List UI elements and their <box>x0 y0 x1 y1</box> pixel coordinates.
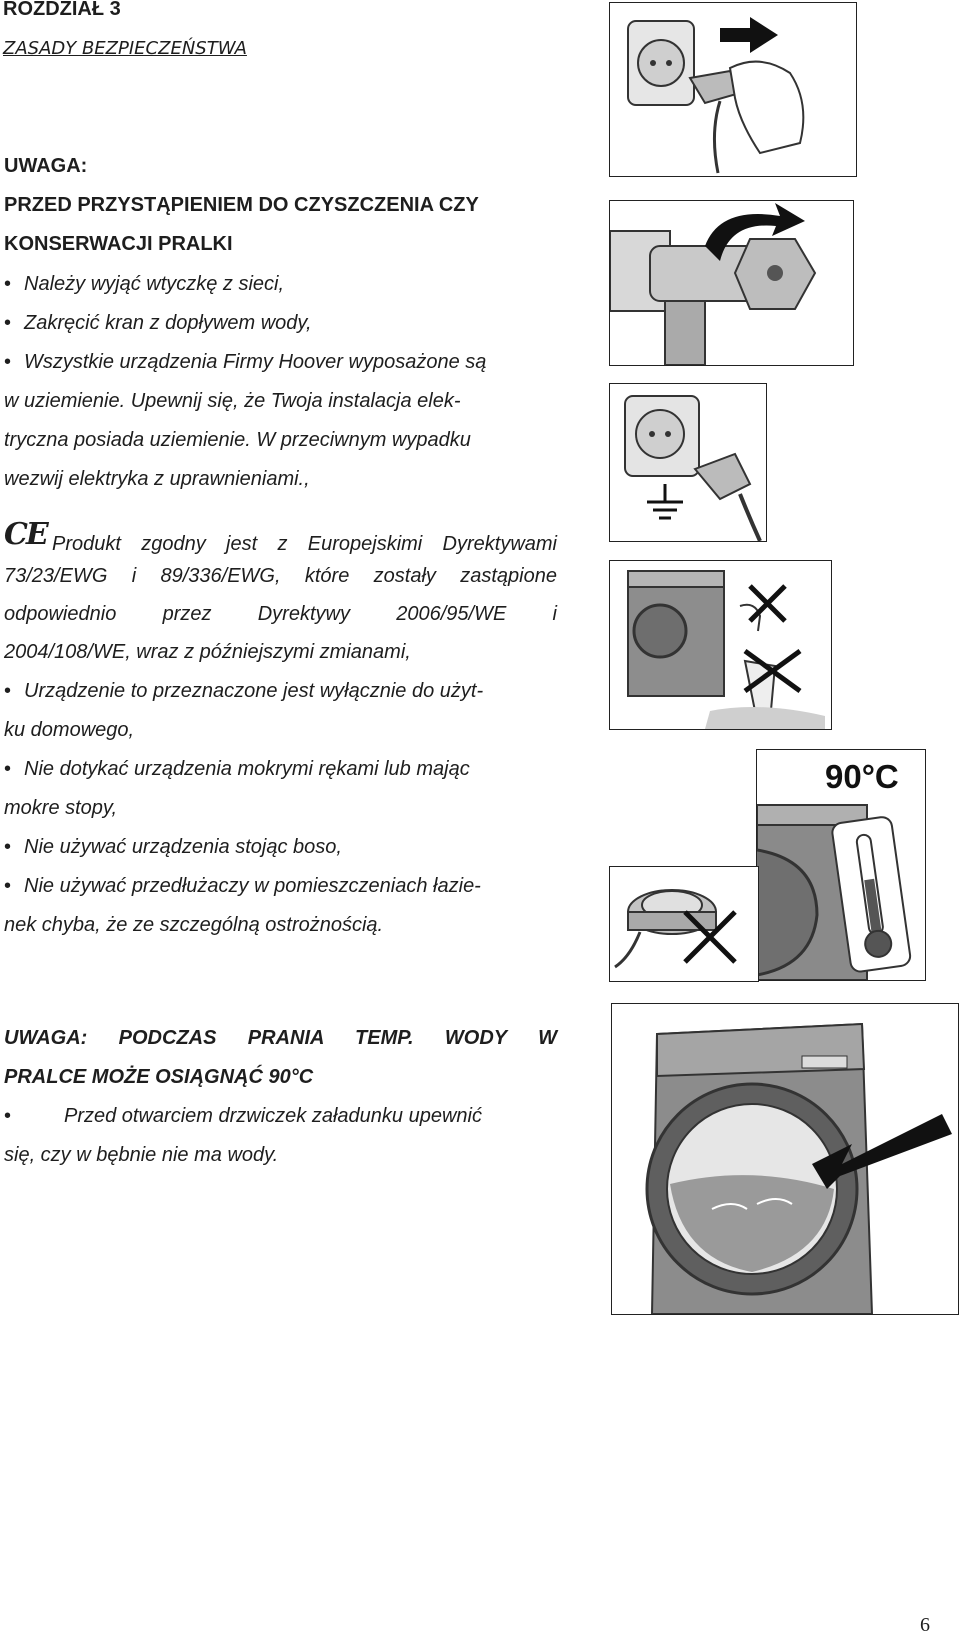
chapter-title: ROZDZIAŁ 3 <box>3 0 121 20</box>
grounding-text-line1: w uziemienie. Upewnij się, że Twoja instalacja elek- <box>4 390 461 412</box>
temperature-label: 90°C <box>825 758 899 795</box>
list-item-unplug: • Należy wyjąć wtyczkę z sieci, <box>4 264 557 304</box>
list-item-tap: • Zakręcić kran z dopływem wody, <box>4 303 557 343</box>
ce-line4: 2004/108/WE, wraz z późniejszymi zmianami, <box>4 641 411 663</box>
list-item-domestic-use: • Urządzenie to przeznaczone jest wyłącznie do użyt- <box>4 671 557 711</box>
page-number: 6 <box>920 1614 930 1636</box>
warning-heading-line1: PRZED PRZYSTĄPIENIEM DO CZYSZCZENIA CZY <box>4 194 479 216</box>
wet-hands-illustration <box>609 560 832 730</box>
list-item-extension: • Nie używać przedłużaczy w pomieszczeniach łazie- <box>4 866 557 906</box>
list-item-barefoot: • Nie używać urządzenia stojąc boso, <box>4 827 557 867</box>
tap-illustration <box>609 200 854 366</box>
extension-cord-illustration <box>609 866 759 982</box>
ce-line1: CE Produkt zgodny jest z Europejskimi Dyrektywami <box>4 517 557 555</box>
section-subtitle: ZASADY BEZPIECZEŃSTWA <box>3 38 247 59</box>
grounding-text-line3: wezwij elektryka z uprawnieniami., <box>4 468 310 490</box>
list-item-extension-cont: nek chyba, że ze szczególną ostrożnością. <box>4 914 384 936</box>
list-item-domestic-use-cont: ku domowego, <box>4 719 135 741</box>
list-item-grounding: • Wszystkie urządzenia Firmy Hoover wyposażone są <box>4 342 557 382</box>
warning-heading-line2: KONSERWACJI PRALKI <box>4 233 233 255</box>
temperature-illustration <box>756 749 926 981</box>
ce-mark: CE <box>4 517 47 552</box>
warning-label: UWAGA: <box>4 155 88 177</box>
ce-line2: 73/23/EWG i 89/336/EWG, które zostały zastąpione <box>4 565 557 587</box>
temp-warning-line1: UWAGA: PODCZAS PRANIA TEMP. WODY W <box>4 1027 557 1049</box>
ce-line3: odpowiednio przez Dyrektywy 2006/95/WE i <box>4 603 557 625</box>
unplug-illustration <box>609 2 857 177</box>
list-item-wet-hands-cont: mokre stopy, <box>4 797 117 819</box>
list-item-drum-water: •Przed otwarciem drzwiczek załadunku upewnić <box>4 1096 557 1136</box>
list-item-drum-water-cont: się, czy w bębnie nie ma wody. <box>4 1144 279 1166</box>
grounding-illustration <box>609 383 767 542</box>
temp-warning-line2: PRALCE MOŻE OSIĄGNĄĆ 90°C <box>4 1066 314 1088</box>
ground-symbol-icon <box>647 484 683 518</box>
arrow-right-icon <box>720 17 778 53</box>
drum-water-illustration <box>611 1003 959 1315</box>
list-item-wet-hands: • Nie dotykać urządzenia mokrymi rękami lub mając <box>4 749 557 789</box>
grounding-text-line2: tryczna posiada uziemienie. W przeciwnym wypadku <box>4 429 471 451</box>
